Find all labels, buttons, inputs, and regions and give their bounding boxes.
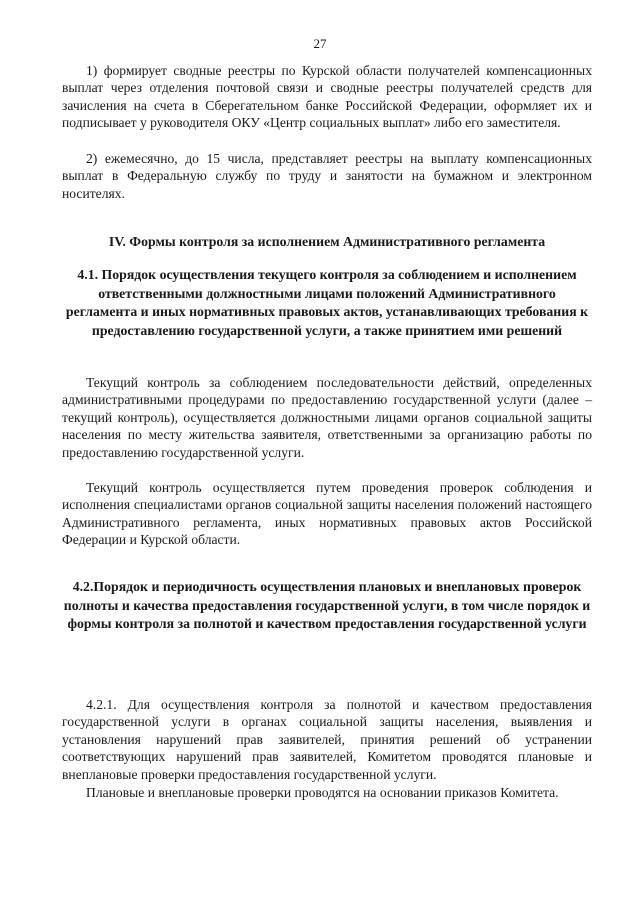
paragraph-inspections: Плановые и внеплановые проверки проводятся на основании приказов Комитета. bbox=[86, 785, 559, 800]
list-item-2: 2) ежемесячно, до 15 числа, представляет реестры на выплату компенсационных выплат в Федеральную службу по труду и занятости на бумажном и электронном носителях. bbox=[62, 151, 592, 201]
list-item-1: 1) формирует сводные реестры по Курской области получателей компенсационных выплат через отделения почтовой связи и сводные реестры получателей средств для зачисления на счета в Сберегательном банке Российской Федерации, оформляет их и подписывает у руководителя ОКУ «Центр социальных выплат» либо его заместителя. bbox=[62, 63, 592, 131]
page-number: 27 bbox=[313, 36, 327, 51]
paragraph-control-method: Текущий контроль осуществляется путем проведения проверок соблюдения и исполнения специалистами органов социальной защиты населения положений настоящего Административного регламента, иных нормативных правовых актов Российской Федерации и Курской области. bbox=[62, 480, 592, 548]
subsection-4-2-title: 4.2.Порядок и периодичность осуществления плановых и внеплановых проверок полноты и качества предоставления государственной услуги, в том числе порядок и формы контроля за полнотой и качеством предоставления государственной услуги bbox=[63, 579, 591, 631]
section-title: IV. Формы контроля за исполнением Административного регламента bbox=[108, 234, 546, 249]
paragraph-4-2-1: 4.2.1. Для осуществления контроля за полнотой и качеством предоставления государственной услуги в органах социальной защиты населения, выявления и установления нарушений прав заявителей, принятия решений об устранении соответствующих нарушений прав заявителей, Комитетом проводятся плановые и внеплановые проверки предоставления государственной услуги. bbox=[62, 697, 592, 782]
subsection-4-1-title: 4.1. Порядок осуществления текущего контроля за соблюдением и исполнением ответственными должностными лицами положений Административного регламента и иных нормативных правовых актов, устанавливающих требования к предоставлению государственной услуги, а также принятием ими решений bbox=[65, 267, 589, 338]
paragraph-current-control: Текущий контроль за соблюдением последовательности действий, определенных административными процедурами по предоставлению государственной услуги (далее – текущий контроль), осуществляется должностными лицами органов социальной защиты населения по месту жительства заявителя, ответственными за организацию работы по предоставлению государственной услуги. bbox=[62, 375, 592, 460]
